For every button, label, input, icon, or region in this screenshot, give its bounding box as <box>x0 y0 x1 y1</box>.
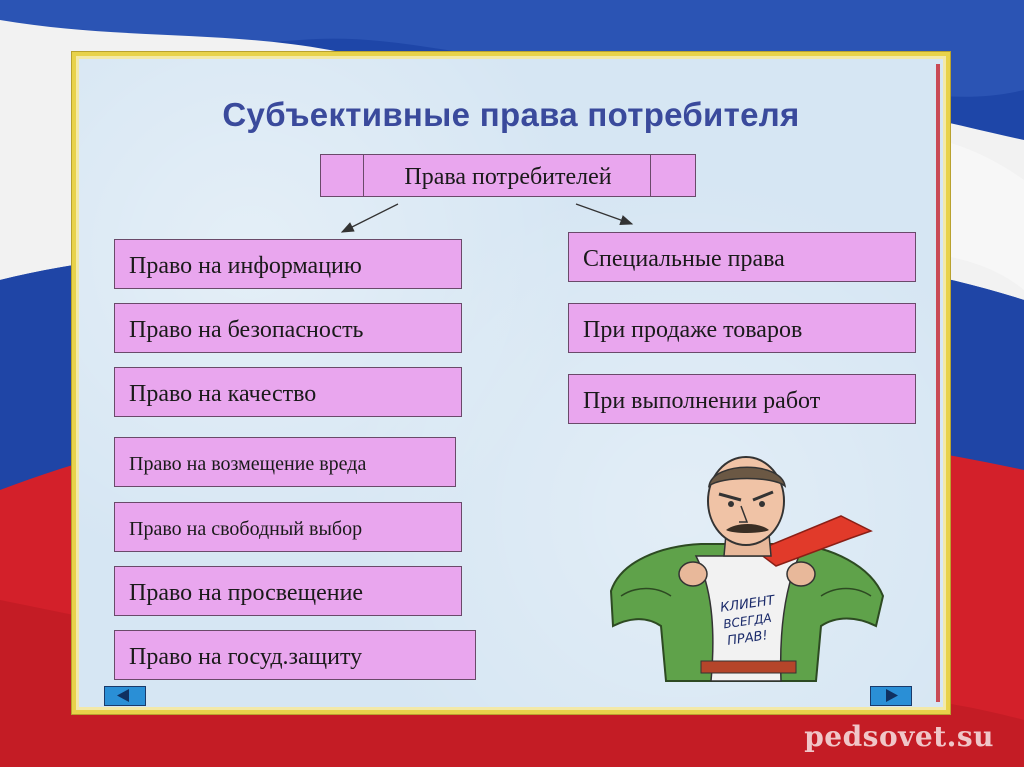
right-item: При выполнении работ <box>568 374 916 424</box>
prev-slide-button[interactable] <box>104 686 146 706</box>
shirt-text-line: ПРАВ! <box>726 628 769 649</box>
slide-panel <box>72 52 950 714</box>
next-slide-button[interactable] <box>870 686 912 706</box>
left-item: Право на госуд.защиту <box>114 630 476 680</box>
right-item: При продаже товаров <box>568 303 916 353</box>
angry-client-cartoon <box>601 456 891 686</box>
triangle-right-icon <box>871 687 910 704</box>
right-item: Специальные права <box>568 232 916 282</box>
left-item: Право на безопасность <box>114 303 462 353</box>
slide-title: Субъективные права потребителя <box>222 96 800 133</box>
root-right-cell <box>650 155 695 196</box>
root-box <box>320 154 696 197</box>
watermark-text: pedsovet.su <box>804 720 994 753</box>
left-item: Право на просвещение <box>114 566 462 616</box>
triangle-left-icon <box>105 687 144 704</box>
left-item: Право на свободный выбор <box>114 502 462 552</box>
left-item: Право на качество <box>114 367 462 417</box>
shirt-text-line: КЛИЕНТ <box>719 593 776 616</box>
left-item: Право на информацию <box>114 239 462 289</box>
root-label: Права потребителей <box>404 164 612 190</box>
shirt-text-line: ВСЕГДА <box>722 610 773 632</box>
left-item: Право на возмещение вреда <box>114 437 456 487</box>
root-left-cell <box>321 155 364 196</box>
